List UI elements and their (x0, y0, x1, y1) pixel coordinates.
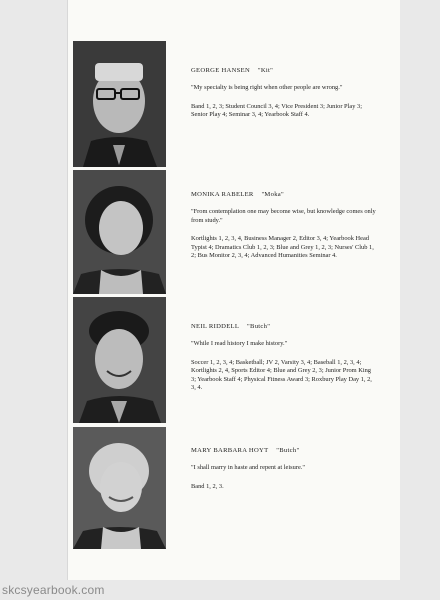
student-quote: "From contemplation one may become wise, but knowledge comes only from study." (191, 208, 376, 224)
student-nickname: "Kit" (257, 67, 274, 74)
student-activities: Soccer 1, 2, 3, 4; Basketball; JV 2, Varsity 3, 4; Baseball 1, 2, 3, 4; Kortlights 2, 4, Sports Editor 4; Blue and Grey 2, 3; Junior Prom King 3; Yearbook Staff 4; Physical Fitness Award 3; Roxbury Play Day 1, 2, 3, 4. (191, 358, 372, 392)
student-quote: "I shall marry in haste and repent at leisure." (191, 464, 305, 471)
student-nickname: "Butch" (247, 323, 271, 330)
student-activities: Band 1, 2, 3; Student Council 3, 4; Vice President 3; Junior Play 3; Senior Play 4; Seminar 3, 4; Yearbook Staff 4. (191, 102, 362, 119)
entry-neil-riddell (191, 323, 376, 393)
photo-mary-barbara-hoyt (73, 427, 166, 549)
student-name-line (191, 67, 376, 74)
student-name-line (191, 323, 376, 330)
student-nickname: "Moka" (261, 191, 285, 198)
student-activities: Kortlights 1, 2, 3, 4, Business Manager 2, Editor 3, 4; Yearbook Head Typist 4; Dramatics Club 1, 2, 3; Blue and Grey 1, 2, 3; Nurses' Club 1, 2; Bus Monitor 2, 3, 4; Advanced Humanities Seminar 4. (191, 235, 374, 260)
student-nickname: "Butch" (276, 447, 300, 454)
student-name: GEORGE HANSEN (191, 67, 251, 74)
entry-monika-rabeler (191, 191, 376, 261)
student-activities: Band 1, 2, 3. (191, 482, 224, 490)
student-quote: "My specialty is being right when other people are wrong." (191, 84, 343, 91)
student-name-line (191, 447, 376, 454)
student-name: MONIKA RABELER (191, 191, 254, 198)
entry-george-hansen (191, 67, 376, 120)
student-quote: "While I read history I make history." (191, 340, 288, 347)
photo-monika-rabeler (73, 170, 166, 294)
student-name: NEIL RIDDELL (191, 323, 240, 330)
photo-neil-riddell (73, 297, 166, 423)
student-name: MARY BARBARA HOYT (191, 447, 269, 454)
site-watermark: skcsyearbook.com (2, 583, 105, 597)
entry-mary-barbara-hoyt (191, 447, 376, 491)
student-name-line (191, 191, 376, 198)
photo-george-hansen (73, 41, 166, 167)
